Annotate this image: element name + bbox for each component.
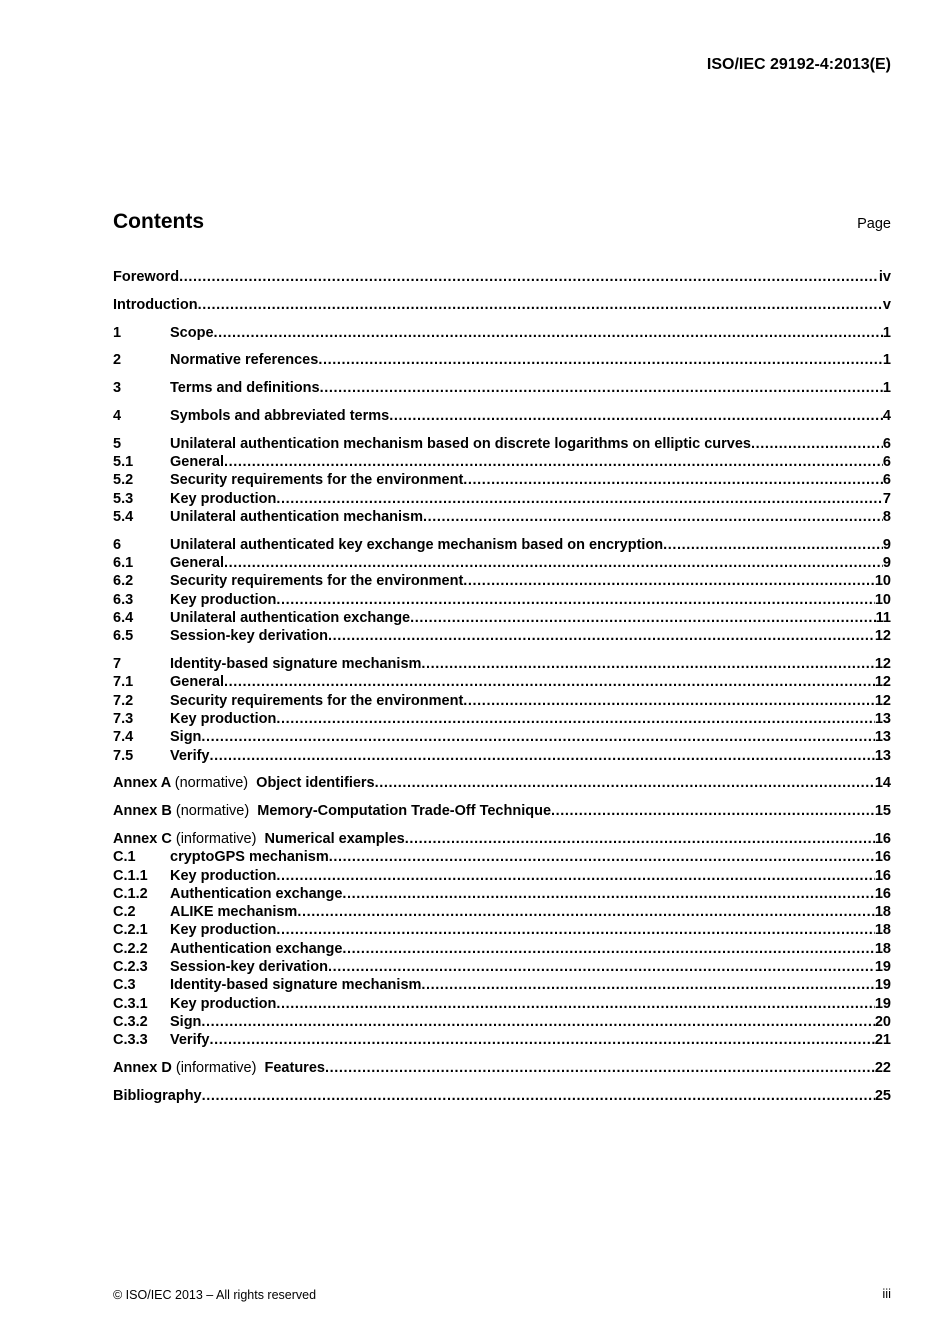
toc-entry-page: 1 — [882, 352, 891, 369]
toc-entry[interactable] — [113, 351, 891, 369]
toc-entry-page: 1 — [882, 324, 891, 341]
toc-entry-label: Unilateral authentication mechanism based on discrete logarithms on elliptic curves — [170, 435, 751, 452]
toc-entry-label: Security requirements for the environment — [170, 472, 464, 489]
toc-entry[interactable] — [113, 471, 891, 489]
copyright-notice: © ISO/IEC 2013 – All rights reserved — [113, 1288, 317, 1302]
toc-entry-number: C.3.3 — [113, 1032, 148, 1049]
toc-entry-page: 9 — [882, 536, 891, 553]
toc-entry-number: C.2.2 — [113, 940, 148, 957]
toc-entry[interactable] — [113, 655, 891, 673]
toc-dot-leader — [276, 995, 875, 1013]
toc-entry-page: 12 — [874, 692, 891, 709]
toc-entry-page: 16 — [874, 867, 891, 884]
toc-entry-number: C.2.3 — [113, 959, 148, 975]
toc-entry-number: 6.5 — [113, 628, 134, 645]
toc-entry-label: cryptoGPS mechanism — [170, 849, 329, 866]
toc-entry[interactable] — [113, 572, 891, 590]
toc-entry-number: 7.2 — [113, 692, 134, 709]
toc-entry-page: 16 — [874, 849, 891, 866]
toc-dot-leader — [201, 728, 874, 746]
toc-dot-leader — [463, 572, 875, 590]
toc-entry-page: 16 — [874, 830, 891, 847]
toc-entry-page: 8 — [882, 508, 891, 525]
toc-entry[interactable] — [113, 1059, 891, 1077]
toc-entry-number: 7.1 — [113, 674, 134, 691]
toc-dot-leader — [320, 379, 883, 397]
toc-entry-page: v — [882, 296, 891, 313]
toc-entry-label: Verify — [170, 747, 210, 764]
toc-entry-label: Identity-based signature mechanism — [170, 656, 422, 673]
toc-entry-label: Bibliography — [113, 1087, 202, 1104]
toc-entry-number: 6.2 — [113, 573, 134, 590]
toc-dot-leader — [210, 747, 875, 765]
table-of-contents — [113, 268, 891, 1105]
toc-entry[interactable] — [113, 554, 891, 572]
toc-entry-page: 4 — [882, 407, 891, 424]
toc-entry-page: 6 — [882, 435, 891, 452]
toc-dot-leader — [329, 848, 875, 866]
toc-entry-label: Symbols and abbreviated terms — [170, 407, 390, 424]
toc-dot-leader — [663, 536, 883, 554]
toc-entry-page: 19 — [874, 959, 891, 975]
toc-entry-label: Key production — [170, 922, 277, 939]
toc-dot-leader — [325, 1059, 875, 1077]
toc-entry-label: Authentication exchange — [170, 940, 343, 957]
toc-entry-number: C.3 — [113, 977, 136, 994]
toc-entry-label: Session-key derivation — [170, 628, 328, 645]
toc-dot-leader — [463, 692, 875, 710]
toc-entry-label: Annex D (informative) Features — [113, 1059, 325, 1076]
toc-entry-label: Scope — [170, 324, 214, 341]
toc-entry-page: 18 — [874, 904, 891, 921]
toc-entry-label: Key production — [170, 591, 277, 608]
toc-entry[interactable] — [113, 435, 891, 453]
toc-entry[interactable] — [113, 508, 891, 526]
toc-dot-leader — [198, 296, 883, 314]
toc-entry[interactable] — [113, 268, 891, 286]
toc-entry-label: General — [170, 674, 224, 691]
toc-entry[interactable] — [113, 921, 891, 939]
toc-dot-leader — [276, 921, 875, 939]
toc-entry-label: Key production — [170, 490, 277, 507]
toc-dot-leader — [276, 867, 875, 885]
toc-dot-leader — [328, 958, 875, 976]
toc-entry-number: C.1 — [113, 849, 136, 866]
toc-entry-number: 7.3 — [113, 710, 134, 727]
toc-entry-page: 21 — [874, 1032, 891, 1049]
toc-entry[interactable] — [113, 627, 891, 645]
toc-entry-page: 15 — [874, 803, 891, 820]
toc-entry-page: 11 — [875, 609, 891, 626]
toc-entry-page: 12 — [874, 656, 891, 673]
toc-dot-leader — [405, 830, 875, 848]
page-number: iii — [882, 1286, 891, 1301]
toc-dot-leader — [410, 609, 876, 627]
toc-entry[interactable] — [113, 995, 891, 1013]
toc-entry-label: ALIKE mechanism — [170, 904, 298, 921]
toc-dot-leader — [342, 940, 874, 958]
toc-dot-leader — [276, 490, 883, 508]
toc-entry-page: 16 — [874, 885, 891, 902]
toc-entry-label: Sign — [170, 729, 202, 746]
toc-entry[interactable] — [113, 490, 891, 508]
toc-entry-page: 13 — [874, 747, 891, 764]
toc-entry-label: Session-key derivation — [170, 959, 328, 975]
toc-entry-page: 10 — [874, 591, 891, 608]
toc-entry[interactable] — [113, 774, 891, 792]
toc-entry-label: Unilateral authenticated key exchange mechanism based on encryption — [170, 536, 664, 553]
toc-entry-number: C.3.1 — [113, 995, 148, 1012]
toc-entry-number: 5.2 — [113, 472, 134, 489]
toc-entry-number: 7 — [113, 656, 122, 673]
toc-entry-number: 1 — [113, 324, 122, 341]
toc-entry-label: Key production — [170, 710, 277, 727]
toc-dot-leader — [375, 774, 875, 792]
toc-entry-page: 22 — [874, 1059, 891, 1076]
toc-entry-page: 18 — [874, 922, 891, 939]
toc-entry[interactable] — [113, 296, 891, 314]
toc-dot-leader — [210, 1031, 875, 1049]
toc-dot-leader — [551, 802, 875, 820]
toc-entry-page: 6 — [882, 472, 891, 489]
toc-entry[interactable] — [113, 940, 891, 958]
toc-entry-page: 6 — [882, 454, 891, 471]
toc-entry-label: Annex C (informative) Numerical examples — [113, 830, 405, 847]
toc-dot-leader — [328, 627, 875, 645]
toc-entry-page: 19 — [874, 977, 891, 994]
toc-entry[interactable] — [113, 885, 891, 903]
toc-entry[interactable] — [113, 453, 891, 471]
toc-entry-label: Identity-based signature mechanism — [170, 977, 422, 994]
toc-entry[interactable] — [113, 1031, 891, 1049]
toc-dot-leader — [751, 435, 883, 453]
toc-entry-number: 5.4 — [113, 508, 134, 525]
toc-entry-number: C.3.2 — [113, 1013, 148, 1030]
toc-dot-leader — [423, 508, 883, 526]
toc-entry-label: Key production — [170, 995, 277, 1012]
toc-entry[interactable] — [113, 867, 891, 885]
toc-entry-page: 9 — [882, 555, 891, 572]
toc-entry[interactable] — [113, 536, 891, 554]
toc-entry-page: 12 — [874, 674, 891, 691]
toc-entry-label: General — [170, 454, 224, 471]
toc-dot-leader — [421, 655, 874, 673]
toc-entry-number: 6.4 — [113, 609, 134, 626]
toc-entry-label: Unilateral authentication mechanism — [170, 508, 424, 525]
toc-entry-page: 12 — [874, 628, 891, 645]
toc-entry-label: Key production — [170, 867, 277, 884]
toc-entry-label: Security requirements for the environment — [170, 573, 464, 590]
toc-entry[interactable] — [113, 379, 891, 397]
toc-entry-number: C.2 — [113, 904, 136, 921]
page-title: Contents — [113, 210, 204, 233]
toc-entry[interactable] — [113, 710, 891, 728]
toc-entry[interactable] — [113, 976, 891, 994]
toc-entry[interactable] — [113, 747, 891, 765]
toc-entry-number: 6.1 — [113, 555, 134, 572]
toc-entry-label: Authentication exchange — [170, 885, 343, 902]
toc-entry-label: General — [170, 555, 224, 572]
toc-entry-label: Normative references — [170, 352, 319, 369]
toc-entry-page: iv — [878, 269, 891, 285]
toc-entry[interactable] — [113, 609, 891, 627]
toc-dot-leader — [276, 591, 875, 609]
toc-dot-leader — [214, 324, 883, 342]
toc-entry[interactable] — [113, 958, 891, 976]
toc-entry-number: 3 — [113, 380, 122, 397]
toc-entry-number: 5.1 — [113, 454, 134, 471]
toc-entry-page: 7 — [882, 490, 891, 507]
toc-entry[interactable] — [113, 903, 891, 921]
toc-entry-label: Sign — [170, 1013, 202, 1030]
toc-entry-number: C.2.1 — [113, 922, 148, 939]
toc-dot-leader — [202, 1087, 875, 1105]
toc-dot-leader — [224, 673, 875, 691]
toc-entry-label: Foreword — [113, 269, 180, 285]
toc-entry-label: Security requirements for the environment — [170, 692, 464, 709]
toc-dot-leader — [421, 976, 874, 994]
toc-entry-page: 18 — [874, 940, 891, 957]
toc-entry-label: Annex A (normative) Object identifiers — [113, 775, 375, 792]
toc-entry-label: Annex B (normative) Memory-Computation Trade-Off Technique — [113, 803, 552, 820]
toc-entry-label: Unilateral authentication exchange — [170, 609, 411, 626]
toc-entry-page: 19 — [874, 995, 891, 1012]
toc-entry-number: C.1.1 — [113, 867, 148, 884]
toc-entry-number: C.1.2 — [113, 885, 148, 902]
toc-dot-leader — [179, 268, 879, 286]
toc-entry[interactable] — [113, 802, 891, 820]
toc-entry[interactable] — [113, 728, 891, 746]
toc-entry-page: 13 — [874, 710, 891, 727]
toc-dot-leader — [463, 471, 883, 489]
toc-entry-label: Introduction — [113, 296, 198, 313]
toc-entry-number: 5.3 — [113, 490, 134, 507]
toc-entry[interactable] — [113, 1087, 891, 1105]
toc-dot-leader — [297, 903, 875, 921]
toc-entry[interactable] — [113, 673, 891, 691]
toc-entry[interactable] — [113, 830, 891, 848]
toc-entry-number: 7.4 — [113, 729, 134, 746]
toc-dot-leader — [201, 1013, 874, 1031]
toc-entry-label: Terms and definitions — [170, 380, 320, 397]
toc-entry-page: 20 — [874, 1013, 891, 1030]
toc-entry-number: 2 — [113, 352, 122, 369]
toc-entry[interactable] — [113, 407, 891, 425]
toc-entry-label: Verify — [170, 1032, 210, 1049]
toc-entry[interactable] — [113, 848, 891, 866]
toc-entry-page: 25 — [874, 1087, 891, 1104]
toc-entry-page: 13 — [874, 729, 891, 746]
toc-entry-page: 14 — [874, 775, 891, 792]
toc-entry-page: 1 — [882, 380, 891, 397]
toc-entry-number: 6 — [113, 536, 122, 553]
toc-entry[interactable] — [113, 692, 891, 710]
toc-entry[interactable] — [113, 1013, 891, 1031]
toc-dot-leader — [276, 710, 875, 728]
toc-dot-leader — [318, 351, 883, 369]
page-column-label: Page — [857, 216, 891, 232]
toc-entry[interactable] — [113, 591, 891, 609]
document-id: ISO/IEC 29192-4:2013(E) — [706, 56, 891, 73]
toc-dot-leader — [224, 453, 883, 471]
toc-entry-number: 6.3 — [113, 591, 134, 608]
toc-entry[interactable] — [113, 324, 891, 342]
toc-dot-leader — [389, 407, 883, 425]
toc-dot-leader — [224, 554, 883, 572]
toc-entry-number: 4 — [113, 407, 122, 424]
toc-entry-page: 10 — [874, 573, 891, 590]
toc-entry-number: 5 — [113, 435, 122, 452]
toc-entry-number: 7.5 — [113, 747, 134, 764]
toc-dot-leader — [342, 885, 874, 903]
